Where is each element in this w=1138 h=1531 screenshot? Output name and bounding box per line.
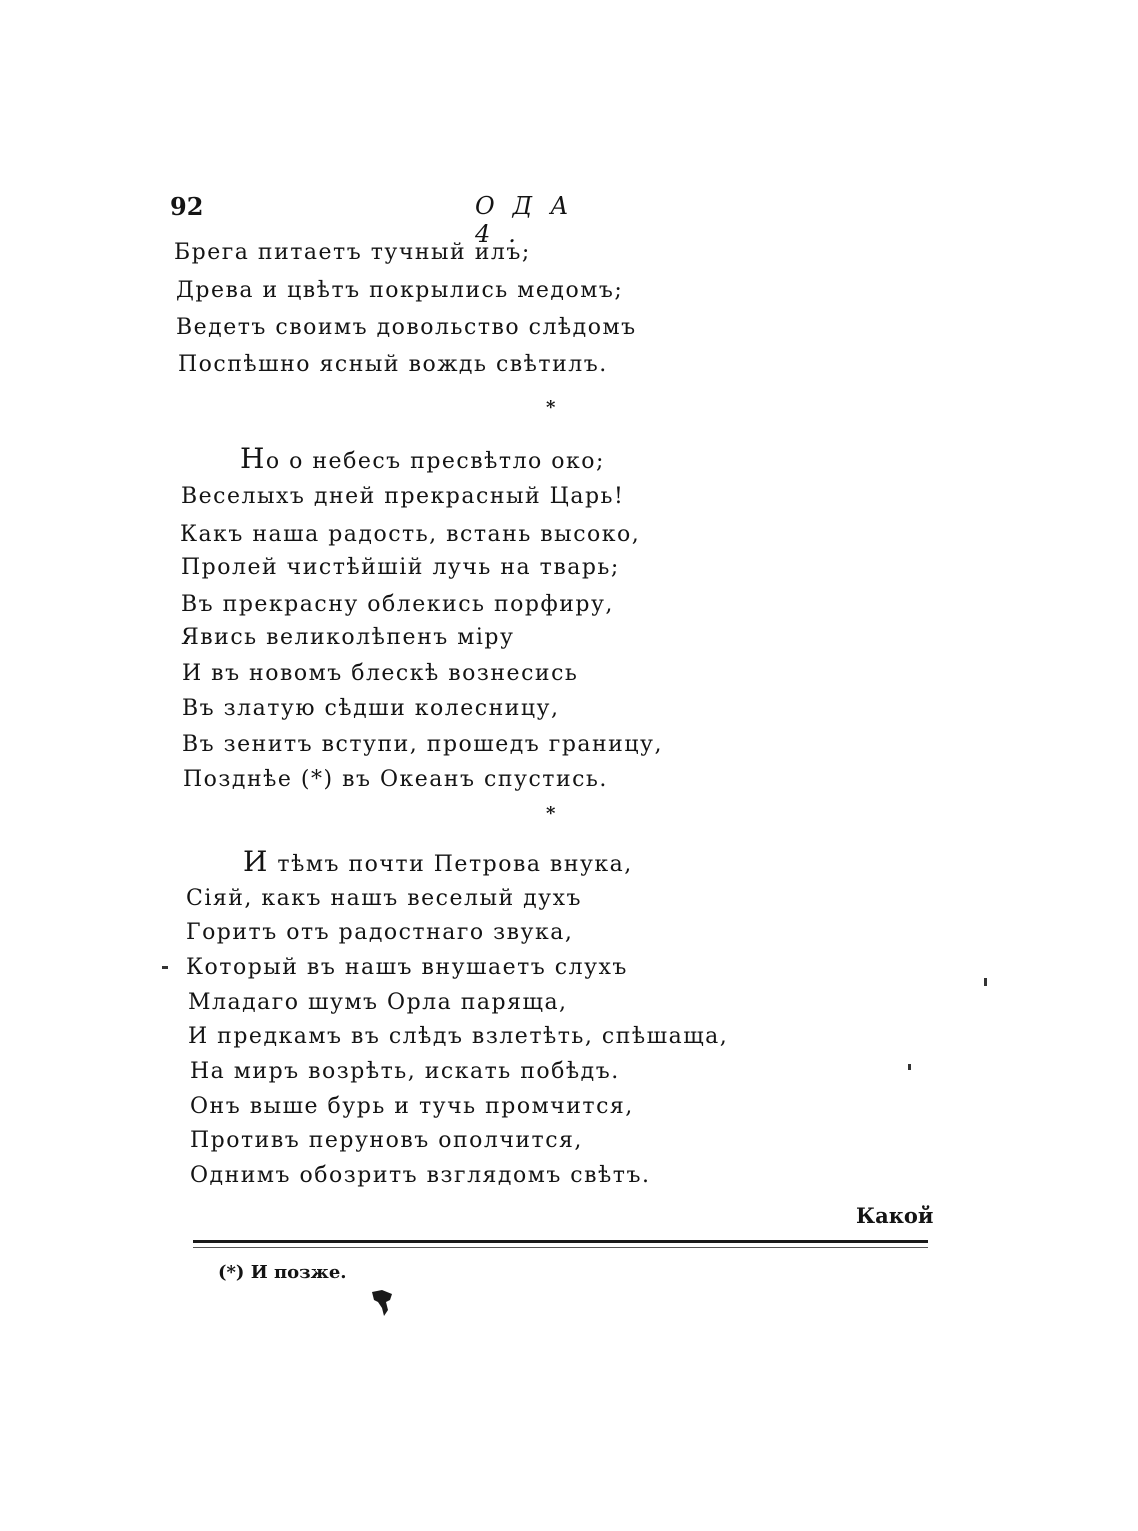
- verse-line-first: [240, 444, 605, 477]
- drop-capital: И: [243, 845, 269, 878]
- footnote: (*) И позже.: [218, 1262, 347, 1283]
- verse-line: Древа и цвѣтъ покрылись медомъ;: [176, 278, 624, 303]
- verse-line: Младаго шумъ Орла паряща,: [188, 990, 568, 1015]
- verse-line: Поспѣшно ясный вождь свѣтилъ.: [178, 352, 608, 377]
- verse-line-first: [243, 847, 633, 880]
- verse-line: Въ златую сѣдши колесницу,: [182, 696, 560, 721]
- footnote-rule-thin: [193, 1247, 928, 1248]
- verse-line: Противъ перуновъ ополчится,: [190, 1128, 583, 1153]
- verse-line: Въ зенитъ вступи, прошедъ границу,: [182, 732, 663, 757]
- stray-speck: [162, 966, 168, 969]
- stray-speck: [908, 1064, 911, 1070]
- verse-line: Однимъ обозритъ взглядомъ свѣтъ.: [190, 1163, 651, 1188]
- verse-line: Позднѣе (*) въ Океанъ спустись.: [183, 767, 608, 792]
- stanza-ornament: *: [546, 803, 556, 824]
- verse-line: Брега питаетъ тучный илъ;: [174, 240, 531, 265]
- verse-line: Веселыхъ дней прекрасный Царь!: [181, 484, 625, 509]
- verse-line-rest: тѣмъ почти Петрова внука,: [268, 852, 633, 877]
- verse-line: Сіяй, какъ нашъ веселый духъ: [186, 886, 583, 911]
- verse-line: Какъ наша радость, встань высоко,: [180, 522, 641, 547]
- footnote-rule: [193, 1240, 928, 1243]
- verse-line: Горитъ отъ радостнаго звука,: [186, 920, 574, 945]
- running-title: ОДА 4.: [475, 192, 587, 248]
- verse-line-rest: о о небесъ пресвѣтло око;: [265, 449, 605, 474]
- verse-line: И предкамъ въ слѣдъ взлетѣть, спѣшаща,: [188, 1024, 729, 1049]
- page-number: 92: [170, 192, 204, 221]
- verse-line: Въ прекрасну облекись порфиру,: [181, 592, 614, 617]
- verse-line: Явись великолѣпенъ міру: [181, 625, 515, 650]
- verse-line: Ведетъ своимъ довольство слѣдомъ: [176, 315, 637, 340]
- ink-blot: [370, 1288, 396, 1318]
- catchword: Какой: [856, 1203, 934, 1228]
- stanza-ornament: *: [546, 397, 556, 418]
- verse-line: И въ новомъ блескѣ вознесись: [182, 661, 579, 686]
- verse-line: Пролей чистѣйшій лучь на тварь;: [181, 555, 620, 580]
- stray-speck: [984, 978, 987, 986]
- page-header: [170, 192, 640, 248]
- verse-line: На миръ возрѣть, искать побѣдъ.: [190, 1059, 620, 1084]
- verse-line: Который въ нашъ внушаетъ слухъ: [186, 955, 628, 980]
- drop-capital: Н: [240, 442, 266, 475]
- verse-line: Онъ выше бурь и тучь промчится,: [190, 1094, 634, 1119]
